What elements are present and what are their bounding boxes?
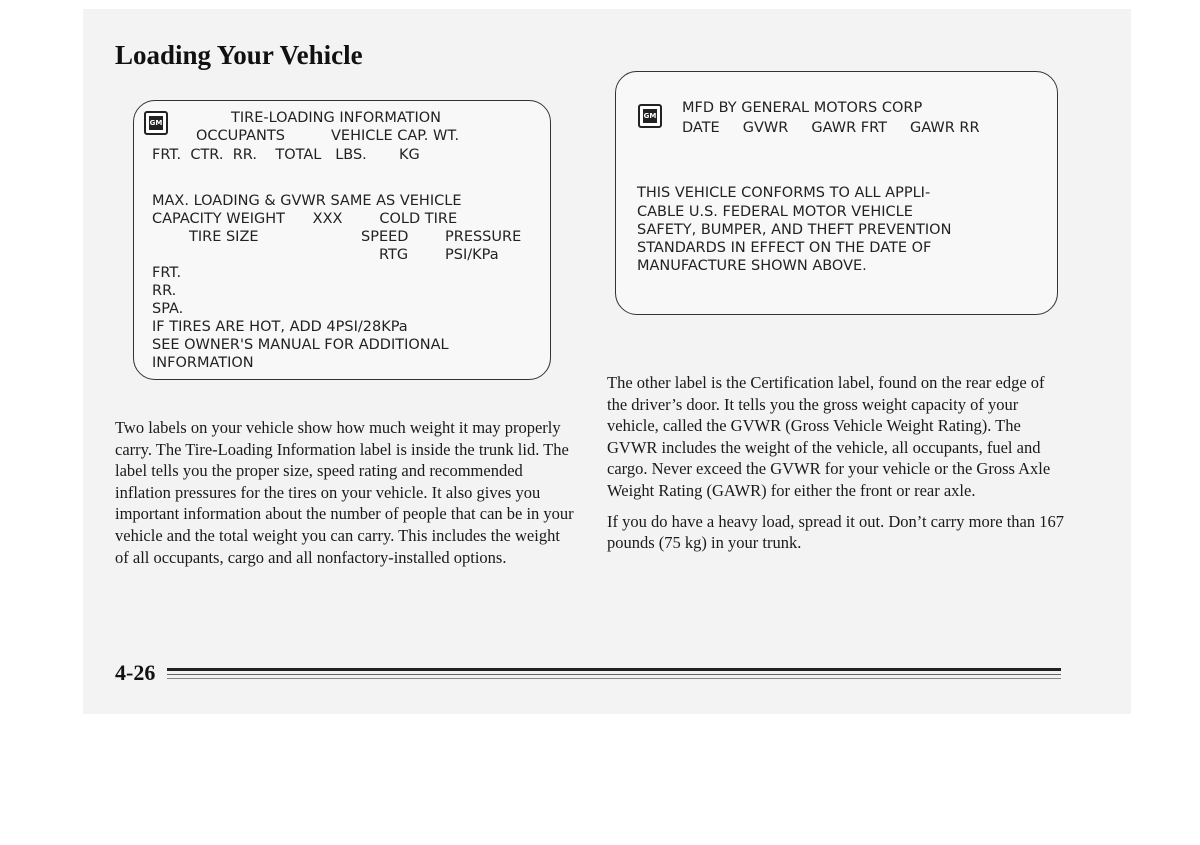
label-line: FRT. CTR. RR. TOTAL LBS. KG xyxy=(152,147,420,163)
label-line: MAX. LOADING & GVWR SAME AS VEHICLE xyxy=(152,193,462,209)
footer-rule xyxy=(167,674,1061,675)
label-line: PSI/KPa xyxy=(445,247,499,263)
label-line: RR. xyxy=(152,283,177,299)
label-line: SPEED xyxy=(361,229,409,245)
right-column-text xyxy=(607,372,1067,554)
paragraph: The other label is the Certification label, found on the rear edge of the driver’s door. It tells you the gross weight capacity of your vehicle, called the GVWR (Gross Vehicle Weight Rating). The GVWR includes the weight of the vehicle, all occupants, fuel and cargo. Never exceed the GVWR for your vehicle or the Gross Axle Weight Rating (GAWR) for either the front or rear axle. xyxy=(607,373,1051,500)
label-line: FRT. xyxy=(152,265,182,281)
label-line: SEE OWNER'S MANUAL FOR ADDITIONAL xyxy=(152,337,449,353)
gm-logo-icon: GM xyxy=(144,111,168,135)
label-line: PRESSURE xyxy=(445,229,522,245)
gm-logo-icon: GM xyxy=(638,104,662,128)
page-title: Loading Your Vehicle xyxy=(115,40,363,70)
label-line: IF TIRES ARE HOT, ADD 4PSI/28KPa xyxy=(152,319,408,335)
label-line: DATE GVWR GAWR FRT GAWR RR xyxy=(682,120,980,136)
label-line: THIS VEHICLE CONFORMS TO ALL APPLI- xyxy=(637,185,931,201)
label-line: MFD BY GENERAL MOTORS CORP xyxy=(682,100,923,116)
label-line: INFORMATION xyxy=(152,355,254,371)
label-line: SPA. xyxy=(152,301,184,317)
tire-loading-label xyxy=(133,100,551,380)
label-line: CABLE U.S. FEDERAL MOTOR VEHICLE xyxy=(637,204,913,220)
label-line: OCCUPANTS VEHICLE CAP. WT. xyxy=(196,128,460,144)
footer-rule xyxy=(167,678,1061,679)
paragraph: If you do have a heavy load, spread it out. Don’t carry more than 167 pounds (75 kg) in your trunk. xyxy=(607,511,1064,553)
label-line: MANUFACTURE SHOWN ABOVE. xyxy=(637,258,867,274)
paragraph: Two labels on your vehicle show how much weight it may properly carry. The Tire-Loading Information label is inside the trunk lid. The label tells you the proper size, speed rating and recommended inflation pressures for the tires on your vehicle. It also gives you important information about the number of people that can be in your vehicle and the total weight you can carry. This includes the weight of all occupants, cargo and all nonfactory-installed options. xyxy=(115,418,574,567)
label-line: TIRE-LOADING INFORMATION xyxy=(231,110,442,126)
left-column-text xyxy=(115,417,575,568)
label-line: RTG xyxy=(379,247,409,263)
label-line: SAFETY, BUMPER, AND THEFT PREVENTION xyxy=(637,222,952,238)
certification-label xyxy=(615,71,1058,315)
page-number: 4-26 xyxy=(115,660,156,685)
label-line: CAPACITY WEIGHT XXX COLD TIRE xyxy=(152,211,458,227)
label-line: STANDARDS IN EFFECT ON THE DATE OF xyxy=(637,240,932,256)
label-line: TIRE SIZE xyxy=(189,229,259,245)
footer-rule xyxy=(167,668,1061,671)
